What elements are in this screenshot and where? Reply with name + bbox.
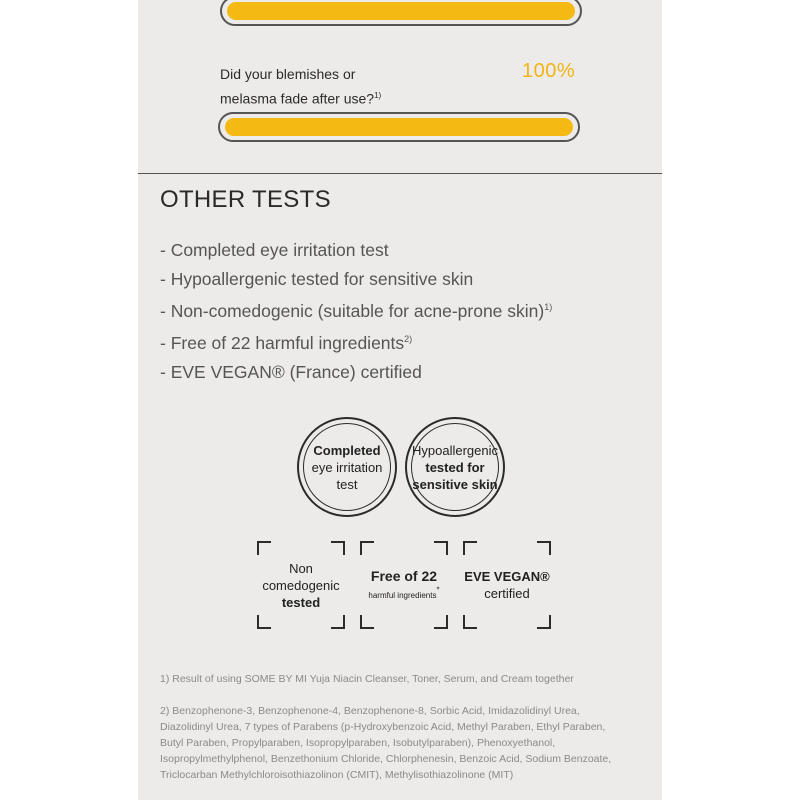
badge-label: eye irritation — [311, 459, 383, 475]
hypoallergenic-badge — [405, 417, 505, 517]
progress-fill — [225, 118, 573, 136]
eve-vegan-badge — [463, 541, 551, 629]
list-item: - Hypoallergenic tested for sensitive skin — [160, 268, 474, 289]
footnote-2: 2) Benzophenone-3, Benzophenone-4, Benzophenone-8, Sorbic Acid, Imidazolidinyl Urea, Diazolidinyl Urea, 7 types of Parabens (p-Hydroxybenzoic Acid, Methyl Paraben, Ethyl Paraben, Butyl Paraben, Propylparaben, Isopropylparaben, Isobutylparaben), Phenoxyethanol, Isopropylmethylphenol, Benzethonium Chloride, Chlorphenesin, Benzoic Acid, Sodium Benzoate, Triclocarban Methylchloroisothiazolinon (CMIT), Methylisothiazolinone (MIT) — [160, 705, 612, 781]
badge-label: tested — [281, 594, 321, 610]
survey-question-line2: melasma fade after use? — [220, 90, 375, 107]
survey-question-line1: Did your blemishes or — [220, 66, 356, 82]
badge-label: Free of 22 — [370, 568, 438, 584]
progress-bar — [218, 112, 580, 142]
non-comedogenic-badge — [257, 541, 345, 629]
section-title: OTHER TESTS — [160, 186, 331, 213]
badge-label: Completed — [313, 442, 381, 458]
section-divider — [138, 173, 662, 174]
list-item: - Free of 22 harmful ingredients$^{2)}$ — [160, 333, 413, 354]
survey-percent: 100% — [522, 60, 576, 82]
badge-note: * — [436, 585, 440, 595]
list-item: - EVE VEGAN® (France) certified — [160, 361, 422, 382]
badge-label: harmful ingredients — [368, 591, 437, 600]
badge-label: sensitive skin — [412, 476, 498, 492]
eye-irritation-badge — [297, 417, 397, 517]
badge-label: comedogenic — [262, 577, 340, 593]
badge-label: EVE VEGAN® — [464, 569, 550, 584]
survey-question-note: 1) — [374, 91, 382, 100]
badge-label: Non — [289, 560, 313, 576]
badge-label: Hypoallergenic — [412, 442, 498, 458]
tests-list — [160, 236, 552, 386]
badge-label: tested for — [425, 459, 485, 475]
list-item: - Non-comedogenic (suitable for acne-prone skin)$^{1)}$ — [160, 300, 553, 321]
free-of-22-badge — [360, 541, 448, 629]
list-item: - Completed eye irritation test — [160, 240, 389, 260]
survey-question — [220, 64, 381, 110]
footnote-1: 1) Result of using SOME BY MI Yuja Niacin Cleanser, Toner, Serum, and Cream together — [160, 673, 574, 685]
progress-fill-previous — [227, 2, 575, 20]
progress-bar-previous — [220, 0, 582, 26]
badge-label: certified — [484, 586, 530, 601]
badge-label: test — [336, 476, 358, 492]
